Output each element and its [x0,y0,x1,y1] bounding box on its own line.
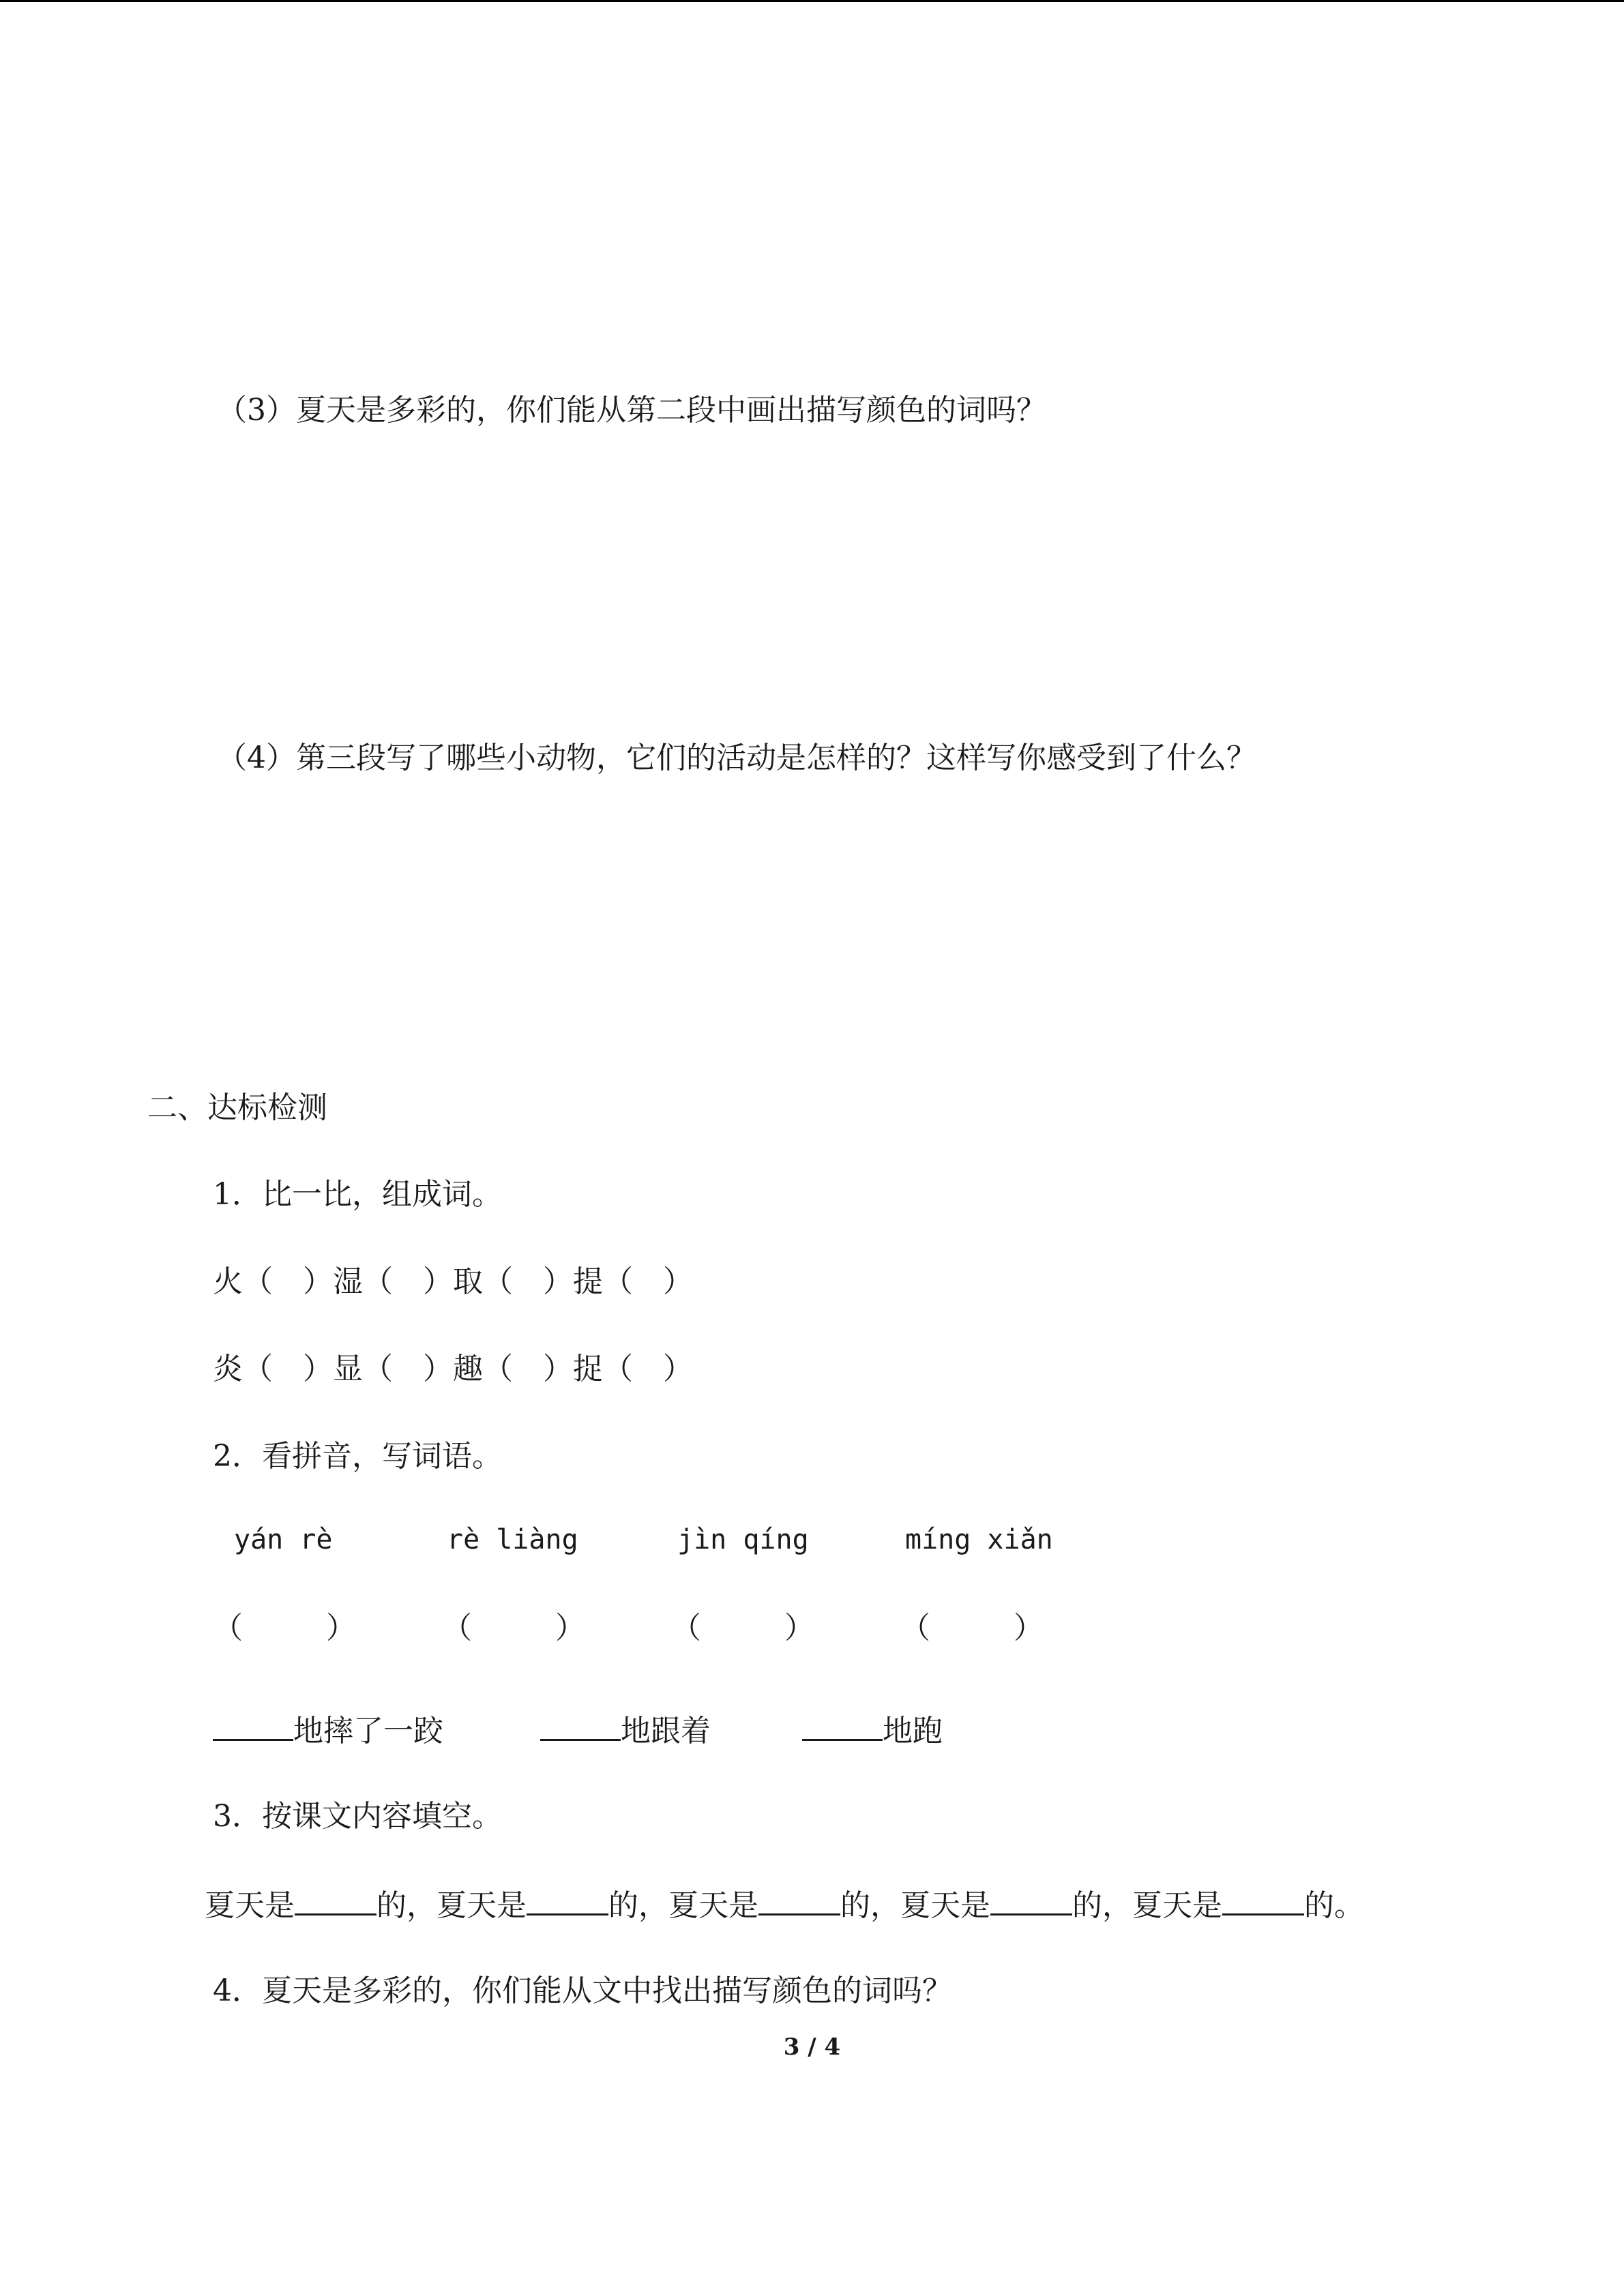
fill-blank [213,1709,293,1741]
section-title: 二、达标检测 [147,1090,327,1125]
fill-blank [527,1883,608,1915]
fill-blank [540,1709,621,1741]
fill-blank [758,1883,840,1915]
answer-paren-open-4: （ [900,1611,930,1645]
answer-paren-close-1: ） [326,1611,356,1645]
answer-paren-close-3: ） [784,1611,814,1645]
page-number: 3 / 4 [783,2033,841,2061]
fill-blank [802,1709,883,1741]
item-1-row-1: 火（ ）湿（ ）取（ ）提（ ） [213,1264,693,1299]
question-4: （4）第三段写了哪些小动物，它们的活动是怎样的？这样写你感受到了什么？ [217,741,1256,775]
answer-paren-close-2: ） [555,1611,585,1645]
pinyin-4: míng xiǎn [905,1524,1053,1555]
pinyin-1: yán rè [234,1524,333,1555]
item-2-label: 2．看拼音，写词语。 [213,1439,502,1474]
item-1-row-2: 炎（ ）显（ ）趣（ ）捉（ ） [213,1352,693,1386]
item-3-label: 3．按课文内容填空。 [213,1799,502,1834]
fill-blank [1222,1883,1304,1915]
fill-blank [990,1883,1072,1915]
fill-blank [295,1883,377,1915]
question-3: （3）夏天是多彩的，你们能从第二段中画出描写颜色的词吗？ [217,393,1046,428]
answer-paren-open-2: （ [442,1611,472,1645]
pinyin-2: rè liàng [447,1524,578,1555]
phrase-2: 地跟着 [540,1709,711,1752]
phrase-1: 地摔了一跤 [213,1709,443,1752]
top-border [0,0,1624,2]
answer-paren-close-4: ） [1014,1611,1044,1645]
item-3-sentence: 夏天是 的，夏天是 的，夏天是 的，夏天是 的，夏天是 的。 [205,1883,1364,1926]
answer-paren-open-1: （ [213,1611,243,1645]
pinyin-3: jìn qíng [677,1524,809,1555]
answer-paren-open-3: （ [671,1611,701,1645]
item-4-label: 4．夏天是多彩的，你们能从文中找出描写颜色的词吗？ [213,1973,952,2008]
item-1-label: 1．比一比，组成词。 [213,1177,502,1212]
phrase-3: 地跑 [802,1709,943,1752]
